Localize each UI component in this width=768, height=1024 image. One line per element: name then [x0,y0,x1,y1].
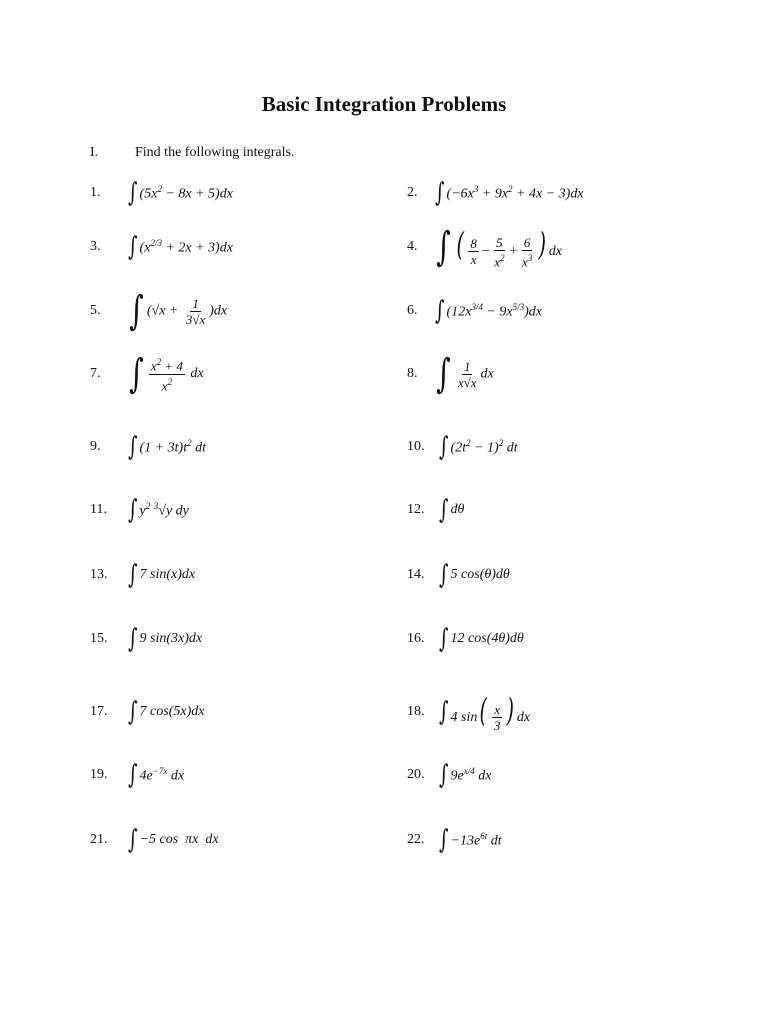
problem-expression: (√x + $\frac{1}{3√x}$ )dx [146,295,228,327]
problem-expression: $y^2$ $^3$√y dy [139,500,189,519]
integral-sign: ∫ [129,288,144,334]
integral-sign: ∫ [128,232,138,262]
integral-sign: ∫ [439,825,449,855]
problem-expression: −5 cos πx dx [139,832,219,847]
integral-sign: ∫ [436,351,451,397]
problem-expression: $-13e^{6t}$ dt [450,830,502,849]
integral-sign: ∫ [128,825,138,855]
integral-sign: ∫ [439,624,449,654]
integral-sign: ∫ [128,560,138,590]
problem-expression: $(-6x^3 + 9x^2 + 4x - 3)dx$ [446,183,584,202]
problem-expression: $9e^{x/4}$ dx [450,765,492,784]
problem-expression: 4 sin( $\frac{x}{3}$ ) dx [450,690,531,734]
problem-expression: $4e^{-7x}$ dx [139,765,185,784]
integral-sign: ∫ [439,432,449,462]
problem-expression: $(12x^{3/4} - 9x^{5/3})dx$ [446,301,543,320]
integral-sign: ∫ [128,760,138,790]
problem-expression: $(2t^2 - 1)^2$ dt [450,437,518,456]
integral-sign: ∫ [439,560,449,590]
problem-expression: $(1 + 3t)t^2$ dt [139,437,206,456]
integral-sign: ∫ [439,760,449,790]
integral-sign: ∫ [435,296,445,326]
section-instruction: Find the following integrals. [135,145,295,160]
problem-expression: $\frac{x^2 + 4}{x^2}$ dx [150,357,204,393]
integral-sign: ∫ [129,351,144,397]
page-title: Basic Integration Problems [261,92,507,116]
problem-expression: 9 sin(3x)dx [139,631,203,646]
integral-sign: ∫ [439,697,449,727]
integral-sign: ∫ [435,178,445,208]
integral-sign: ∫ [128,697,138,727]
problem-expression: $\frac{1}{x√x}$ dx [457,358,494,390]
problem-expression: dθ [450,502,465,517]
integral-sign: ∫ [128,432,138,462]
problem-expression: 12 cos(4θ)dθ [450,631,524,646]
problem-expression: $(x^{2/3} + 2x + 3)dx$ [139,237,233,256]
integral-sign: ∫ [128,178,138,208]
worksheet-page: Basic Integration Problems I. Find the following integrals. 1. ∫ $(5x^2 - 8x + 5)dx$ 3. ∫ $(x^{2/3} + 2x + 3)dx$ 5. ∫ (√x + $\frac{1}{3√x}$ )dx 7. ∫ $\frac{x^2 + 4}{x^2}$ dx 9. ∫ $(1 + 3t)t^2$ dt 11. ∫ $y^2$ $^3$√y dy 13. ∫ 7 sin(x)dx 15. ∫ 9 sin(3x)dx 17. ∫ 7 cos(5x)dx 19. ∫ $4e^{-7x}$ dx 21. ∫ −5 cos πx dx 2. ∫ $(-6x^3 + 9x^2 + 4x - 3)dx$ 4. ∫ ( $\frac{8}{x}$ − $\frac{5}{x^2}$ + $\frac{6}{x^3}$ ) dx 6. ∫ $(12x^{3/4} - 9x^{5/3})dx$ 8. ∫ $\frac{1}{x√x}$ dx 10. ∫ $(2t^2 - 1)^2$ dt 12. ∫ dθ 14. ∫ 5 cos(θ)dθ 16. ∫ 12 cos(4θ)dθ 18. ∫ 4 sin( $\frac{x}{3}$ ) dx 20. ∫ $9e^{x/4}$ dx 22. ∫ $-13e^{6t}$ dt [0,0,768,1024]
section-number: I. [90,145,99,160]
integral-sign: ∫ [439,495,449,525]
problem-expression: 7 sin(x)dx [139,567,196,582]
problem-expression: 5 cos(θ)dθ [450,567,510,582]
integral-sign: ∫ [128,495,138,525]
integral-sign: ∫ [436,224,451,270]
problem-expression: $(5x^2 - 8x + 5)dx$ [139,183,233,202]
problem-expression: 7 cos(5x)dx [139,704,205,719]
integral-sign: ∫ [128,624,138,654]
problem-expression: ( $\frac{8}{x}$ − $\frac{5}{x^2}$ + $\frac{6}{x^3}$ ) dx [456,225,562,269]
